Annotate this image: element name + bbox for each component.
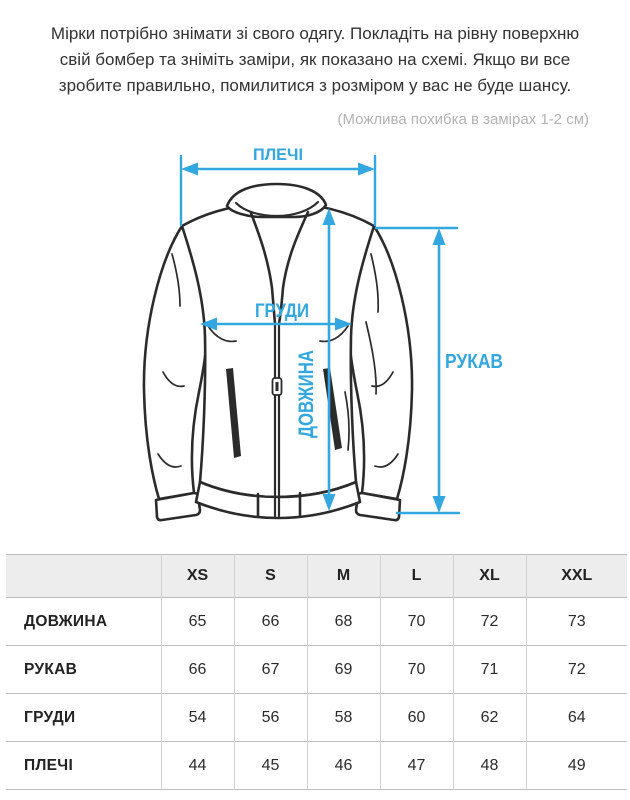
- sleeve-m: 69: [307, 646, 380, 694]
- intro-line-2: свій бомбер та зніміть заміри, як показано на схемі. Якщо ви все: [59, 50, 571, 69]
- shoulders-xs: 44: [161, 742, 234, 790]
- zipper-pull-core: [276, 382, 279, 391]
- length-m: 68: [307, 598, 380, 646]
- shoulders-xl: 48: [453, 742, 526, 790]
- table-row-length: [6, 598, 627, 646]
- sleeve-xs: 66: [161, 646, 234, 694]
- sleeve-arrowhead-bottom: [433, 496, 446, 513]
- shoulders-s: 45: [234, 742, 307, 790]
- sleeve-xl: 71: [453, 646, 526, 694]
- row-label-shoulders: ПЛЕЧІ: [24, 756, 74, 774]
- size-column-header-xl: XL: [453, 555, 526, 598]
- length-xl: 72: [453, 598, 526, 646]
- chest-xl: 62: [453, 694, 526, 742]
- sleeve-label: РУКАВ: [445, 351, 503, 373]
- length-l: 70: [380, 598, 453, 646]
- sleeve-l: 70: [380, 646, 453, 694]
- sleeve-s: 67: [234, 646, 307, 694]
- collar: [227, 184, 326, 217]
- size-column-header-l: L: [380, 555, 453, 598]
- shoulders-arrowhead-right: [358, 163, 375, 176]
- size-table: [6, 554, 627, 790]
- tolerance-note: (Можлива похибка в замірах 1-2 см): [337, 111, 589, 128]
- size-table-corner-cell: [6, 555, 161, 598]
- row-label-length: ДОВЖИНА: [24, 612, 108, 630]
- chest-xs: 54: [161, 694, 234, 742]
- chest-xxl: 64: [526, 694, 627, 742]
- shoulders-l: 47: [380, 742, 453, 790]
- sleeve-arrowhead-top: [433, 228, 446, 245]
- shoulders-xxl: 49: [526, 742, 627, 790]
- length-s: 66: [234, 598, 307, 646]
- chest-label: ГРУДИ: [255, 301, 309, 322]
- jacket-measurement-diagram: [0, 142, 630, 544]
- table-row-chest: [6, 694, 627, 742]
- intro-section: [41, 0, 589, 128]
- row-label-chest: ГРУДИ: [24, 708, 76, 726]
- size-column-header-s: S: [234, 555, 307, 598]
- chest-l: 60: [380, 694, 453, 742]
- chest-m: 58: [307, 694, 380, 742]
- length-xs: 65: [161, 598, 234, 646]
- size-column-header-xs: XS: [161, 555, 234, 598]
- length-label: ДОВЖИНА: [294, 325, 318, 438]
- table-row-sleeve: [6, 646, 627, 694]
- shoulders-arrowhead-left: [181, 163, 198, 176]
- intro-line-1: Мірки потрібно знімати зі свого одягу. Покладіть на рівну поверхню: [50, 24, 580, 43]
- size-column-header-m: M: [307, 555, 380, 598]
- row-label-sleeve: РУКАВ: [24, 660, 78, 678]
- size-column-header-xxl: XXL: [526, 555, 627, 598]
- intro-line-3: зробите правильно, помилитися з розміром у вас не буде шансу.: [58, 76, 572, 95]
- shoulders-m: 46: [307, 742, 380, 790]
- size-table-header-row: [6, 555, 627, 598]
- intro-paragraph: [41, 21, 589, 99]
- shoulders-label: ПЛЕЧІ: [253, 146, 303, 164]
- length-xxl: 73: [526, 598, 627, 646]
- jacket-drawing: [144, 184, 412, 520]
- table-row-shoulders: [6, 742, 627, 790]
- sleeve-xxl: 72: [526, 646, 627, 694]
- chest-s: 56: [234, 694, 307, 742]
